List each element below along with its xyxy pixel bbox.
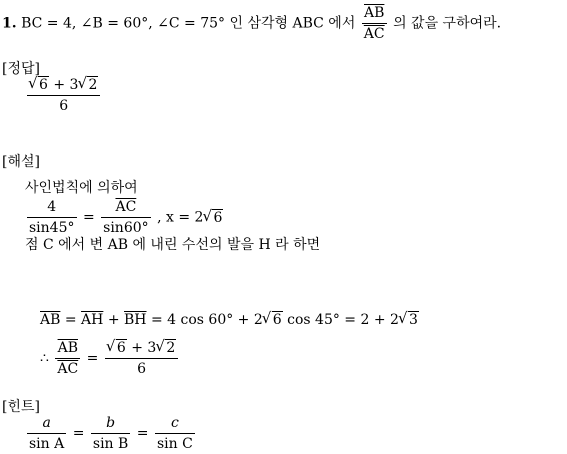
hint-equation: $\frac{a}{\text{sin A}}$ = $\frac{b}{\text{sin B}}$ = $\frac{c}{\text{sin C}}$ bbox=[29, 415, 193, 453]
problem-frac-num: $\overline{AB}$ bbox=[362, 5, 387, 24]
therefore-symbol: ∴ bbox=[40, 350, 49, 367]
problem-line bbox=[2, 5, 501, 42]
problem-text-after: 의 값을 구하여라. bbox=[393, 15, 502, 32]
problem-fraction bbox=[362, 5, 387, 42]
solution-equation-3: ∴ $\frac{\overline{AB}}{AC}$ = √ $\frac{6 + 3 √ 2}{6}$ bbox=[40, 340, 180, 377]
problem-frac-den: AC bbox=[363, 26, 385, 43]
solution-line-1: 사인법칙에 의하여 bbox=[25, 180, 138, 196]
answer-denominator: 6 bbox=[59, 98, 69, 115]
hint-heading: [힌트] bbox=[2, 399, 40, 415]
answer-fraction bbox=[27, 77, 100, 114]
answer-numerator: √ 6 + 3 √ 2 bbox=[27, 77, 100, 96]
answer-heading: [정답] bbox=[2, 61, 40, 77]
problem-number: 1. bbox=[2, 15, 17, 32]
solution-equation-2: $\overline{AB} = \overline{AH} + \overline{BH} = 4$ cos 60° + 2 √ 6 cos 45° = 2 + 2 √ 3 bbox=[40, 313, 419, 327]
answer-fraction-line bbox=[25, 77, 102, 114]
problem-text-before: BC = 4, ∠B = 60°, ∠C = 75° 인 삼각형 ABC 에서 bbox=[21, 15, 356, 32]
solution-line-2: 점 C 에서 변 AB 에 내린 수선의 발을 H 라 하면 bbox=[25, 237, 321, 253]
solution-equation-1: $\frac{4}{\sin 45^\circ}$ = $\frac{\overline{AC}}{\sin 60^\circ}$ , x = 2 √ 6 bbox=[25, 199, 223, 236]
solution-heading: [해설] bbox=[2, 154, 40, 170]
